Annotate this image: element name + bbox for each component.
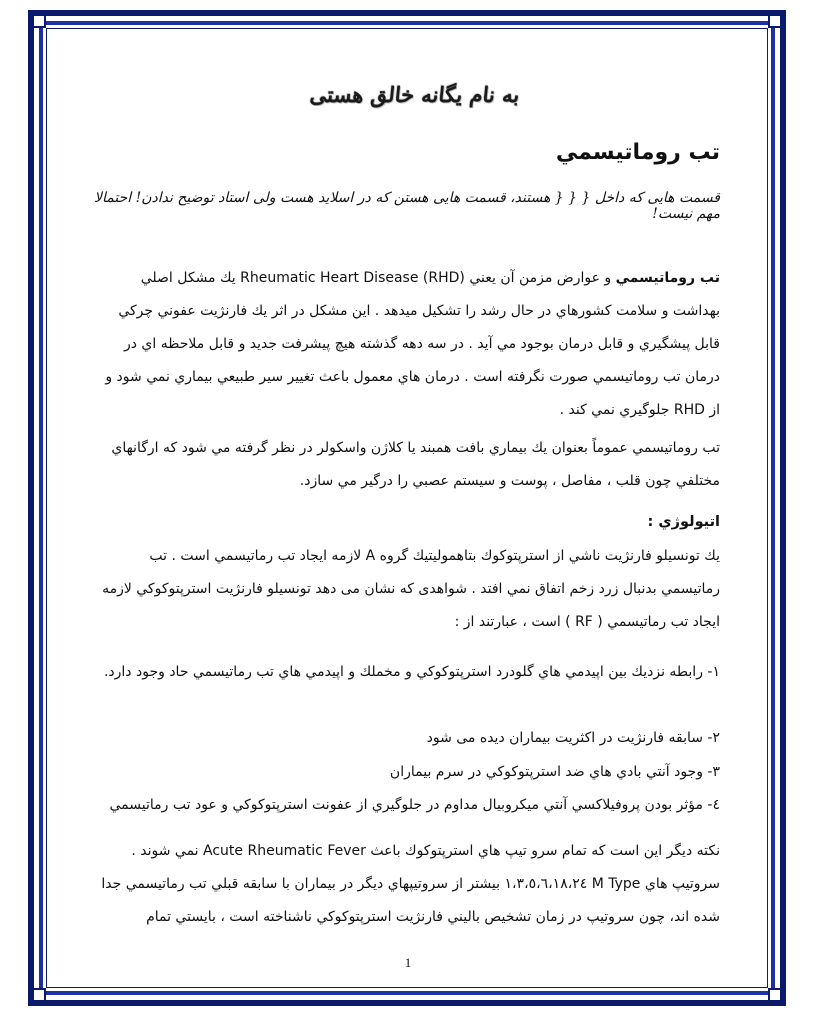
- page-number: 1: [404, 955, 412, 970]
- evidence-item-3: ٣- وجود آنتي بادي هاي ضد استرپتوكوكي در سرم بيماران: [389, 764, 720, 780]
- border-corner-bottom-right: [768, 988, 782, 1002]
- italic-note: قسمت هایی که داخل { { { هستند، قسمت هایی هستن که در اسلاید هست ولی استاد توضیح ندادن! احتمالا مهم نیست!: [94, 190, 720, 222]
- evidence-item-4: ٤- مؤثر بودن پروفيلاكسي آنتي ميكروبيال مداوم در جلوگيري از عفونت استرپتوكوكي و عود تب رماتيسمي: [109, 797, 720, 813]
- border-corner-bottom-left: [32, 988, 46, 1002]
- header-calligraphy: [300, 82, 530, 122]
- evidence-item-1: ١- رابطه نزديك بين اپيدمي هاي گلودرد استرپتوكوكي و مخملك و اپيدمي هاي تب رماتيسمي حاد وجود دارد.: [103, 664, 720, 680]
- bismillah-text: به نام یگانه خالق هستی: [308, 82, 522, 107]
- border-corner-top-right: [768, 14, 782, 28]
- intro-text: و عوارض مزمن آن يعني Rheumatic Heart Disease (RHD) يك مشكل اصلي بهداشت و سلامت كشورهاي در حال رشد را تشكيل ميدهد . اين مشكل در اثر يك فارنژيت عفوني چركي قابل پيشگيري و قابل درمان بوجود مي آيد . در سه دهه گذشته هيچ پيشرفت جديد و قابل ملاحظه اي در درمان تب روماتيسمي صورت نگرفته است . درمان هاي معمول باعث تغيير سير طبيعي بيماري نمي شود و از RHD جلوگيري نمي كند .: [105, 270, 720, 418]
- intro-paragraph: [96, 262, 720, 427]
- etiology-heading: اتيولوژي :: [647, 514, 720, 530]
- evidence-item-2: ٢- سابقه فارنژيت در اكثريت بيماران ديده می شود: [426, 730, 720, 746]
- etiology-paragraph: يك تونسيلو فارنژيت ناشي از استرپتوكوك بتاهموليتيك گروه A لازمه ايجاد تب رماتيسمي است . تب رماتيسمي بدنبال زرد زخم اتفاق نمي افتد . شواهدی كه نشان می دهد تونسيلو فارنژيت استرپتوكوكي لازمه ايجاد تب رماتيسمي ( RF ) است ، عبارتند از :: [102, 548, 720, 630]
- intro-lead: تب روماتيسمي: [615, 270, 720, 286]
- border-corner-top-left: [32, 14, 46, 28]
- connective-tissue-paragraph: تب روماتيسمي عموماً بعنوان يك بيماري بافت همبند يا كلاژن واسكولر در نظر گرفته مي شود كه ارگانهاي مختلفي چون قلب ، مفاصل ، پوست و سيستم عصبي را درگير مي سازد.: [111, 440, 720, 489]
- serotype-paragraph: نكته ديگر اين است كه تمام سرو تيپ هاي استرپتوكوك باعث Acute Rheumatic Fever نمي شوند . سروتيپ هاي M Type ١،٣،٥،٦،١٨،٢٤ بيشتر از سروتيپهاي ديگر در بيماران با سابقه قبلي تب رماتيسمي جدا شده اند، چون سروتيپ در زمان تشخيص باليني فارنژيت استرپتوكوكي ناشناخته است ، بايستي تمام: [101, 843, 720, 925]
- page-title: تب روماتيسمي: [555, 140, 720, 165]
